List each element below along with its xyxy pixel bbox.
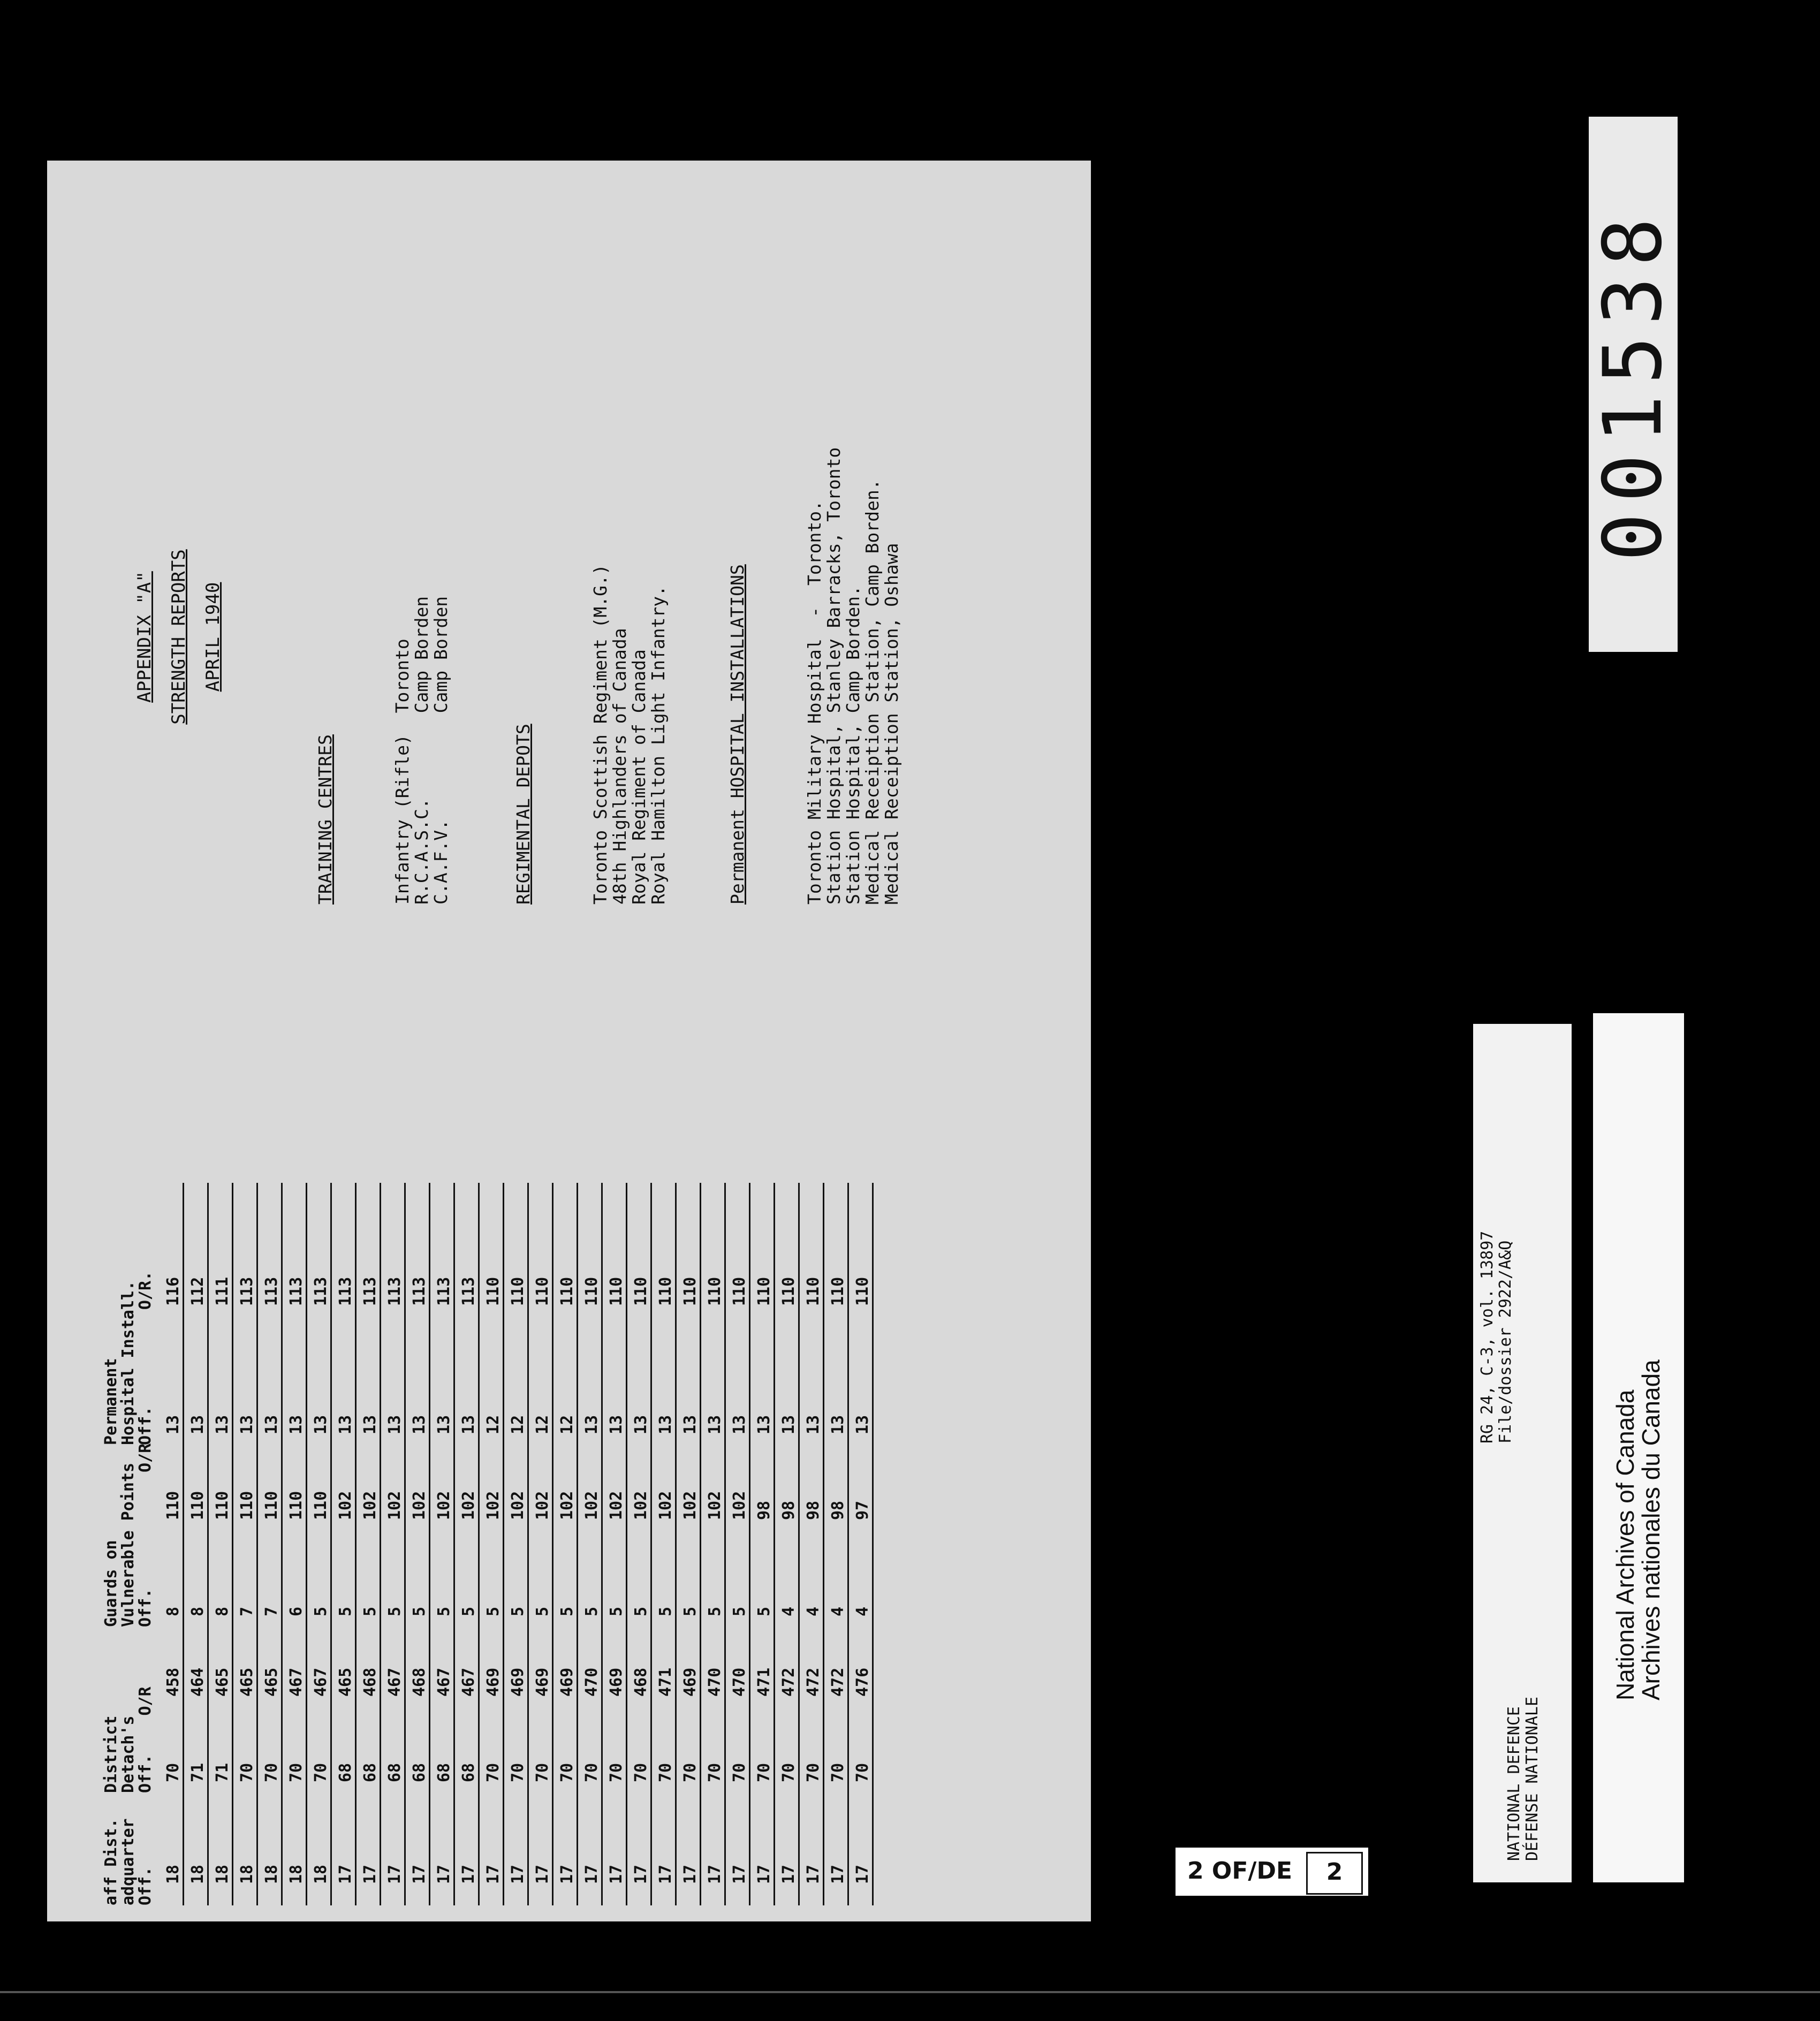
table-cell: 102 [509,1491,527,1520]
table-cell: 13 [804,1415,823,1434]
table-cell: 4 [804,1606,823,1616]
table-row [455,1183,480,1905]
table-cell: 470 [582,1667,601,1697]
archives-name-fr: Archives nationales du Canada [1637,1359,1665,1700]
table-cell: 70 [853,1762,872,1782]
table-cell: 472 [779,1667,798,1697]
table-cell: 13 [632,1415,650,1434]
table-cell: 17 [681,1864,700,1884]
table-cell: 110 [509,1277,527,1306]
frame-number: 001538 [1587,207,1680,561]
table-cell: 7 [262,1606,281,1616]
table-cell: 98 [804,1500,823,1520]
frame-number-label [1589,117,1678,652]
table-cell: 102 [632,1491,650,1520]
table-cell: 469 [533,1667,552,1697]
table-cell: 13 [336,1415,355,1434]
table-cell: 98 [755,1500,774,1520]
table-cell: 113 [238,1277,256,1306]
appendix-title: APPENDIX "A" [134,571,155,703]
table-cell: 18 [188,1864,207,1884]
table-row [406,1183,430,1905]
table-row [480,1183,504,1905]
table-cell: 113 [262,1277,281,1306]
table-cell: 464 [188,1667,207,1697]
table-cell: 70 [558,1762,577,1782]
table-cell: 70 [681,1762,700,1782]
table-cell: 13 [361,1415,380,1434]
table-cell: 13 [287,1415,306,1434]
table-cell: 70 [164,1762,183,1782]
table-cell: 113 [287,1277,306,1306]
training-centres-list: Infantry (Rifle) Toronto R.C.A.S.C. Camp Borden C.A.F.V. Camp Borden [392,596,451,905]
table-cell: 465 [238,1667,256,1697]
table-row [652,1183,677,1905]
table-cell: 4 [779,1606,798,1616]
table-cell: 17 [632,1864,650,1884]
table-row [775,1183,800,1905]
table-cell: 5 [607,1606,626,1616]
table-cell: 17 [410,1864,429,1884]
table-row [381,1183,406,1905]
table-cell: 102 [336,1491,355,1520]
table-cell: 102 [558,1491,577,1520]
table-cell: 471 [755,1667,774,1697]
table-row [800,1183,824,1905]
reports-title: STRENGTH REPORTS [168,549,189,725]
table-row [529,1183,553,1905]
table-cell: 13 [385,1415,404,1434]
table-cell: 70 [312,1762,330,1782]
table-cell: 110 [287,1491,306,1520]
table-row [430,1183,455,1905]
archives-label [1593,1013,1684,1882]
table-cell: 13 [410,1415,429,1434]
table-cell: 111 [213,1277,232,1306]
table-cell: 68 [410,1762,429,1782]
table-cell: 18 [238,1864,256,1884]
table-cell: 469 [607,1667,626,1697]
table-cell: 13 [435,1415,453,1434]
table-cell: 110 [681,1277,700,1306]
table-headers [58,1183,160,1905]
table-cell: 110 [779,1277,798,1306]
table-cell: 5 [656,1606,675,1616]
table-row [553,1183,578,1905]
table-cell: 18 [287,1864,306,1884]
table-cell: 116 [164,1277,183,1306]
table-cell: 102 [706,1491,724,1520]
table-cell: 17 [730,1864,749,1884]
header-district-hq: aff Dist. adquarter Off. [102,1818,155,1905]
table-cell: 467 [435,1667,453,1697]
table-cell: 470 [730,1667,749,1697]
table-cell: 17 [484,1864,503,1884]
table-cell: 5 [533,1606,552,1616]
table-cell: 70 [632,1762,650,1782]
table-row [504,1183,529,1905]
table-cell: 17 [361,1864,380,1884]
table-cell: 97 [853,1500,872,1520]
table-cell: 113 [459,1277,478,1306]
table-cell: 102 [533,1491,552,1520]
table-cell: 110 [533,1277,552,1306]
table-cell: 113 [410,1277,429,1306]
table-cell: 110 [312,1491,330,1520]
table-cell: 5 [484,1606,503,1616]
table-cell: 5 [509,1606,527,1616]
table-cell: 17 [459,1864,478,1884]
table-cell: 469 [558,1667,577,1697]
table-cell: 70 [829,1762,847,1782]
table-cell: 70 [287,1762,306,1782]
table-row [578,1183,603,1905]
table-cell: 70 [779,1762,798,1782]
table-cell: 17 [336,1864,355,1884]
table-cell: 70 [533,1762,552,1782]
table-cell: 8 [213,1606,232,1616]
table-row [849,1183,874,1905]
table-cell: 5 [312,1606,330,1616]
table-cell: 18 [312,1864,330,1884]
table-cell: 110 [484,1277,503,1306]
table-cell: 70 [582,1762,601,1782]
training-centres-title: TRAINING CENTRES [315,734,336,905]
table-cell: 102 [385,1491,404,1520]
table-row [357,1183,381,1905]
table-cell: 468 [410,1667,429,1697]
table-cell: 18 [213,1864,232,1884]
table-cell: 18 [262,1864,281,1884]
table-cell: 467 [287,1667,306,1697]
table-cell: 17 [755,1864,774,1884]
table-row [627,1183,652,1905]
table-cell: 68 [385,1762,404,1782]
table-cell: 102 [730,1491,749,1520]
table-cell: 110 [730,1277,749,1306]
table-cell: 71 [213,1762,232,1782]
table-cell: 110 [656,1277,675,1306]
strength-table [58,1183,874,1905]
table-cell: 110 [804,1277,823,1306]
ref-volume: RG 24, C-3, vol. 13897 [1478,1230,1497,1443]
table-cell: 17 [435,1864,453,1884]
header-guards-vulnerable-points: Guards on Vulnerable Points Off. O/R [102,1443,155,1627]
table-cell: 467 [312,1667,330,1697]
table-cell: 13 [755,1415,774,1434]
table-cell: 70 [238,1762,256,1782]
table-cell: 13 [164,1415,183,1434]
ref-file: File/dossier 2922/A&Q [1496,1240,1515,1443]
table-cell: 13 [238,1415,256,1434]
table-cell: 110 [853,1277,872,1306]
table-cell: 13 [853,1415,872,1434]
table-cell: 468 [632,1667,650,1697]
archives-name-en: National Archives of Canada [1611,1389,1639,1700]
table-cell: 458 [164,1667,183,1697]
table-row [258,1183,283,1905]
table-cell: 476 [853,1667,872,1697]
table-cell: 110 [706,1277,724,1306]
table-cell: 17 [385,1864,404,1884]
table-cell: 17 [706,1864,724,1884]
table-cell: 472 [829,1667,847,1697]
table-row [701,1183,726,1905]
table-cell: 68 [435,1762,453,1782]
table-cell: 465 [262,1667,281,1697]
table-cell: 102 [681,1491,700,1520]
table-cell: 17 [656,1864,675,1884]
table-cell: 8 [164,1606,183,1616]
table-cell: 70 [730,1762,749,1782]
table-cell: 13 [829,1415,847,1434]
table-cell: 17 [607,1864,626,1884]
table-cell: 70 [755,1762,774,1782]
table-cell: 110 [164,1491,183,1520]
table-row [283,1183,307,1905]
table-cell: 13 [459,1415,478,1434]
table-cell: 113 [385,1277,404,1306]
table-cell: 465 [213,1667,232,1697]
table-cell: 12 [509,1415,527,1434]
table-cell: 110 [829,1277,847,1306]
table-cell: 110 [582,1277,601,1306]
table-cell: 13 [582,1415,601,1434]
film-edge-line [0,1991,1820,1993]
table-cell: 13 [681,1415,700,1434]
table-cell: 469 [509,1667,527,1697]
table-cell: 70 [706,1762,724,1782]
table-cell: 112 [188,1277,207,1306]
table-cell: 467 [385,1667,404,1697]
table-cell: 110 [188,1491,207,1520]
page-count-prefix: 2 OF/DE [1187,1857,1293,1885]
ref-dept-en: NATIONAL DEFENCE [1505,1706,1523,1861]
table-cell: 102 [435,1491,453,1520]
table-cell: 17 [804,1864,823,1884]
table-cell: 5 [435,1606,453,1616]
regimental-depots-title: REGIMENTAL DEPOTS [513,724,534,905]
table-cell: 6 [287,1606,306,1616]
table-cell: 17 [779,1864,798,1884]
table-cell: 5 [558,1606,577,1616]
table-cell: 13 [779,1415,798,1434]
table-cell: 113 [312,1277,330,1306]
table-cell: 70 [484,1762,503,1782]
table-row [209,1183,233,1905]
table-row [233,1183,258,1905]
regimental-depots-list: Toronto Scottish Regiment (M.G.) 48th Highlanders of Canada Royal Regiment of Canada Royal Hamilton Light Infantry. [590,564,669,905]
table-cell: 102 [656,1491,675,1520]
table-cell: 5 [730,1606,749,1616]
table-cell: 102 [459,1491,478,1520]
table-cell: 102 [607,1491,626,1520]
table-row [603,1183,627,1905]
table-row [824,1183,849,1905]
table-cell: 13 [706,1415,724,1434]
table-body [160,1183,874,1905]
table-cell: 17 [533,1864,552,1884]
table-cell: 70 [509,1762,527,1782]
table-cell: 12 [484,1415,503,1434]
table-cell: 102 [361,1491,380,1520]
table-cell: 13 [730,1415,749,1434]
table-row [332,1183,357,1905]
table-cell: 70 [656,1762,675,1782]
table-cell: 470 [706,1667,724,1697]
table-cell: 4 [853,1606,872,1616]
table-cell: 13 [262,1415,281,1434]
hospital-installations-section [689,447,940,905]
table-cell: 102 [410,1491,429,1520]
table-cell: 5 [385,1606,404,1616]
ref-dept-fr: DÉFENSE NATIONALE [1523,1696,1542,1861]
reference-label [1473,1024,1572,1882]
table-cell: 17 [558,1864,577,1884]
table-row [184,1183,209,1905]
regimental-depots-section [475,564,707,905]
table-row [726,1183,750,1905]
page-count-label [1176,1848,1368,1896]
table-row [160,1183,184,1905]
rotated-content [47,161,1091,1921]
table-cell: 17 [582,1864,601,1884]
table-cell: 13 [656,1415,675,1434]
table-cell: 68 [361,1762,380,1782]
table-cell: 68 [336,1762,355,1782]
table-cell: 18 [164,1864,183,1884]
table-cell: 113 [435,1277,453,1306]
table-cell: 5 [632,1606,650,1616]
hospital-installations-title: Permanent HOSPITAL INSTALLATIONS [727,564,748,905]
table-cell: 471 [656,1667,675,1697]
header-permanent-hospital: Permanent Hospital Install. Off. O/R. [102,1271,155,1445]
table-cell: 7 [238,1606,256,1616]
table-cell: 17 [509,1864,527,1884]
page-count-number: 2 [1306,1852,1363,1895]
header-district-detachments: District Detach's Off. O/R [102,1686,155,1793]
table-row [307,1183,332,1905]
table-cell: 102 [484,1491,503,1520]
document-page [47,161,1091,1921]
table-cell: 110 [607,1277,626,1306]
table-cell: 468 [361,1667,380,1697]
table-cell: 98 [829,1500,847,1520]
table-cell: 5 [755,1606,774,1616]
table-cell: 113 [361,1277,380,1306]
table-row [677,1183,701,1905]
table-cell: 110 [238,1491,256,1520]
table-cell: 110 [262,1491,281,1520]
table-cell: 13 [607,1415,626,1434]
table-cell: 465 [336,1667,355,1697]
table-cell: 5 [582,1606,601,1616]
table-cell: 70 [607,1762,626,1782]
table-cell: 70 [262,1762,281,1782]
hospital-installations-list: Toronto Military Hospital - Toronto. Station Hospital, Stanley Barracks, Toronto Station Hospital, Camp Borden. Medical Receiption Station, Camp Borden. Medical Receiption Station, Oshawa [804,447,902,905]
table-cell: 71 [188,1762,207,1782]
table-cell: 12 [558,1415,577,1434]
table-cell: 13 [213,1415,232,1434]
table-cell: 70 [804,1762,823,1782]
table-cell: 5 [459,1606,478,1616]
table-cell: 98 [779,1500,798,1520]
table-cell: 5 [681,1606,700,1616]
table-cell: 110 [213,1491,232,1520]
table-cell: 469 [681,1667,700,1697]
table-cell: 68 [459,1762,478,1782]
table-cell: 5 [361,1606,380,1616]
table-cell: 5 [410,1606,429,1616]
table-cell: 110 [755,1277,774,1306]
table-cell: 469 [484,1667,503,1697]
table-cell: 4 [829,1606,847,1616]
period-title: APRIL 1940 [202,582,224,692]
table-cell: 8 [188,1606,207,1616]
table-cell: 12 [533,1415,552,1434]
table-cell: 472 [804,1667,823,1697]
table-cell: 467 [459,1667,478,1697]
table-cell: 13 [188,1415,207,1434]
table-cell: 17 [829,1864,847,1884]
training-centres-section [277,596,489,905]
table-cell: 17 [853,1864,872,1884]
table-cell: 5 [336,1606,355,1616]
table-cell: 13 [312,1415,330,1434]
table-cell: 110 [632,1277,650,1306]
table-cell: 102 [582,1491,601,1520]
table-cell: 113 [336,1277,355,1306]
table-row [750,1183,775,1905]
table-cell: 5 [706,1606,724,1616]
table-cell: 110 [558,1277,577,1306]
heading-block [127,316,230,958]
